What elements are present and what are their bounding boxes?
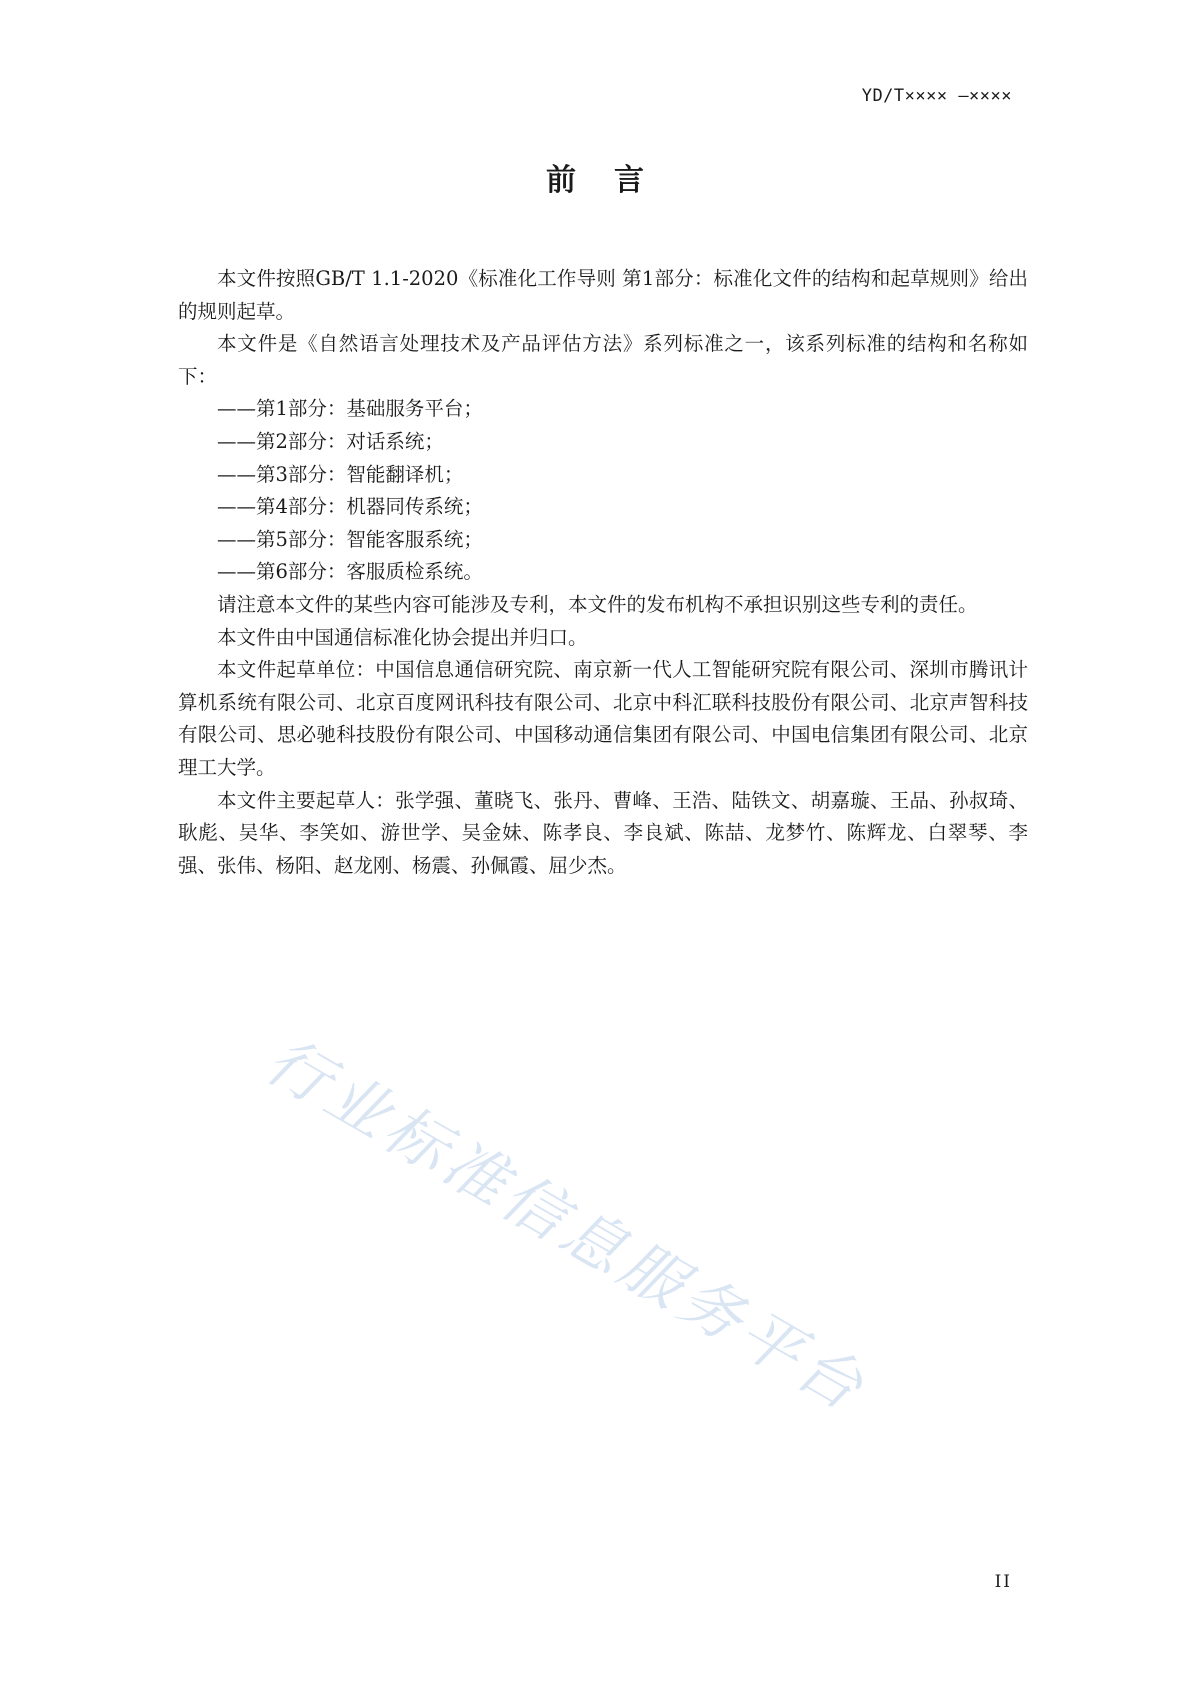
paragraph-drafting-organizations: 本文件起草单位：中国信息通信研究院、南京新一代人工智能研究院有限公司、深圳市腾讯计算机系统有限公司、北京百度网讯科技有限公司、北京中科汇联科技股份有限公司、北京声智科技有限公司、思必驰科技股份有限公司、中国移动通信集团有限公司、中国电信集团有限公司、北京理工大学。 xyxy=(178,658,1028,779)
list-item-part-2: ——第2部分：对话系统； xyxy=(217,429,444,453)
preface-body xyxy=(178,263,1028,882)
list-item-part-5: ——第5部分：智能客服系统； xyxy=(217,527,483,551)
paragraph-series-intro: 本文件是《自然语言处理技术及产品评估方法》系列标准之一，该系列标准的结构和名称如下： xyxy=(178,332,1028,388)
paragraph-drafters: 本文件主要起草人：张学强、董晓飞、张丹、曹峰、王浩、陆铁文、胡嘉璇、王品、孙叔琦、耿彪、吴华、李笑如、游世学、吴金妹、陈孝良、李良斌、陈喆、龙梦竹、陈辉龙、白翠琴、李强、张伟、杨阳、赵龙刚、杨震、孙佩霞、屈少杰。 xyxy=(178,788,1028,877)
title-char-1: 前 xyxy=(546,163,576,198)
page-title xyxy=(0,155,1190,199)
title-char-2: 言 xyxy=(614,163,644,198)
list-item-part-3: ——第3部分：智能翻译机； xyxy=(217,462,464,486)
list-item-part-1: ——第1部分：基础服务平台； xyxy=(217,397,483,421)
paragraph-proposer: 本文件由中国通信标准化协会提出并归口。 xyxy=(217,625,588,649)
list-item-part-4: ——第4部分：机器同传系统； xyxy=(217,495,483,519)
paragraph-patent-notice: 请注意本文件的某些内容可能涉及专利，本文件的发布机构不承担识别这些专利的责任。 xyxy=(217,592,978,616)
document-code: YD/T×××× —×××× xyxy=(861,86,1012,106)
list-item-part-6: ——第6部分：客服质检系统。 xyxy=(217,560,483,584)
watermark: 行业标准信息服务平台 xyxy=(254,1023,880,1427)
paragraph-drafting-rules: 本文件按照GB/T 1.1-2020《标准化工作导则 第1部分：标准化文件的结构和起草规则》给出的规则起草。 xyxy=(178,267,1028,323)
page-number: II xyxy=(994,1572,1012,1592)
